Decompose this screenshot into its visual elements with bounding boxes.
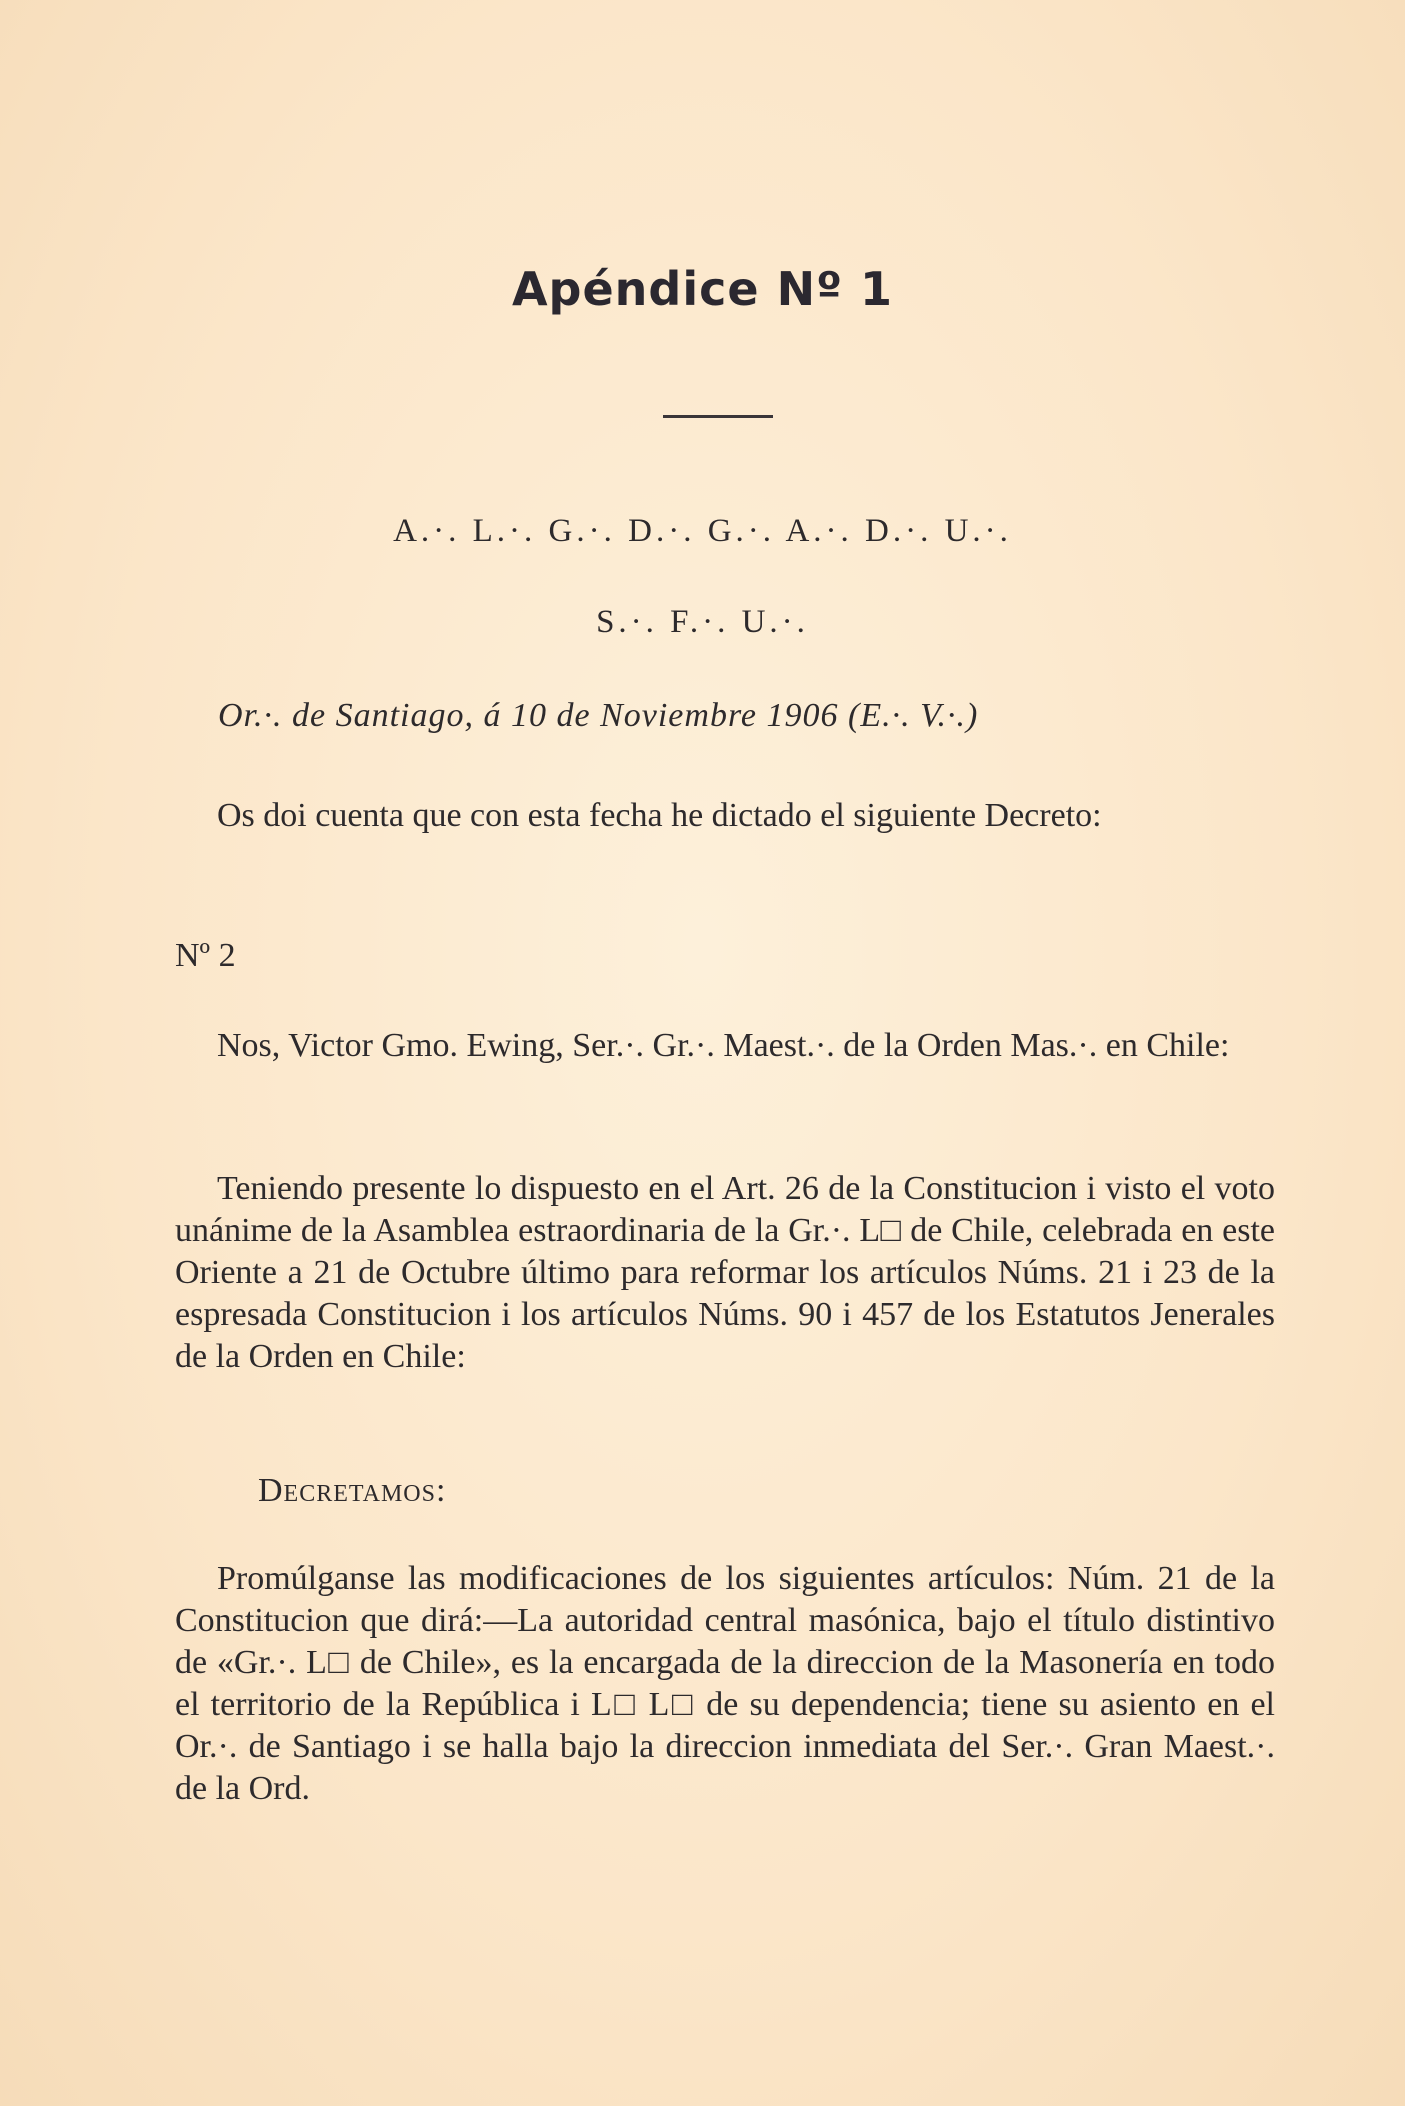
masonic-invocation: A.·. L.·. G.·. D.·. G.·. A.·. D.·. U.·. <box>393 513 1012 549</box>
masonic-motto: S.·. F.·. U.·. <box>596 604 809 640</box>
decree-number: Nº 2 <box>175 937 236 974</box>
dateline: Or.·. de Santiago, á 10 de Noviembre 1906 (E.·. V.·.) <box>218 697 979 734</box>
intro-paragraph: Os doi cuenta que con esta fecha he dictado el siguiente Decreto: <box>217 797 1102 834</box>
title-divider <box>663 415 773 418</box>
teniendo-paragraph: Teniendo presente lo dispuesto en el Art. 26 de la Constitucion i visto el voto unánime de la Asamblea estraordinaria de la Gr.·. L□ de Chile, celebrada en este Oriente a 21 de Octubre último para reformar los artículos Núms. 21 i 23 de la espresada Constitucion i los artículos Núms. 90 i 457 de los Estatutos Jenerales de la Orden en Chile: <box>175 1170 1275 1375</box>
page-title: Apéndice Nº 1 <box>511 262 894 316</box>
promulganse-paragraph: Promúlganse las modificaciones de los siguientes artículos: Núm. 21 de la Constitucion que dirá:—La autoridad central masónica, bajo el título distintivo de «Gr.·. L□ de Chile», es la encargada de la direccion de la Masonería en todo el territorio de la República i L□ L□ de su dependencia; tiene su asiento en el Or.·. de Santiago i se halla bajo la direccion inmediata del Ser.·. Gran Maest.·. de la Ord. <box>175 1560 1275 1807</box>
nos-paragraph: Nos, Victor Gmo. Ewing, Ser.·. Gr.·. Maest.·. de la Orden Mas.·. en Chile: <box>217 1027 1230 1064</box>
decretamos-heading: Decretamos: <box>258 1472 447 1509</box>
